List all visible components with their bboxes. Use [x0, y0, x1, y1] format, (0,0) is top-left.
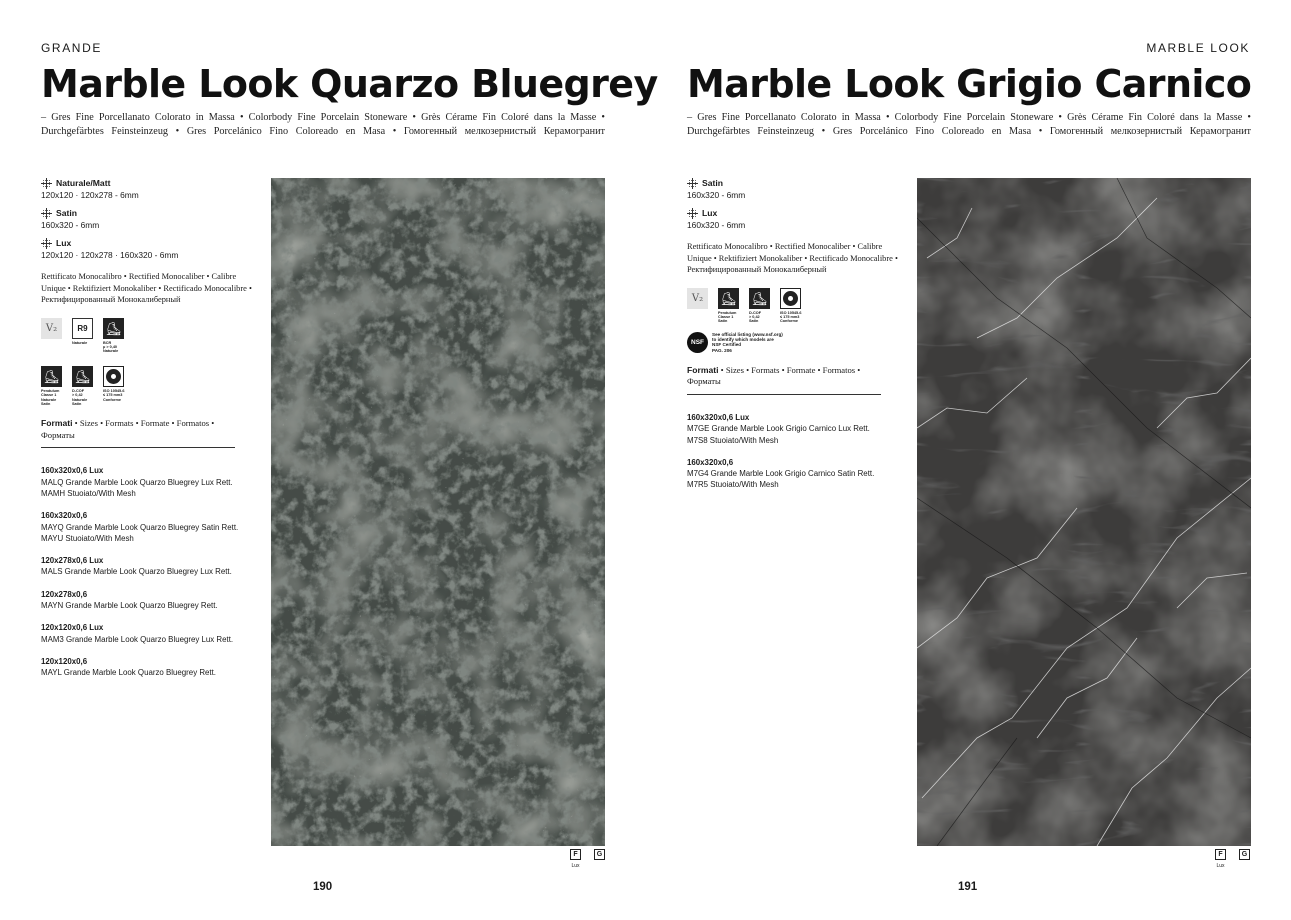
- product-size: 160x320x0,6 Lux: [687, 412, 750, 422]
- formati-translations: • Sizes • Formats • Formate • Formatos • Форматы: [41, 418, 215, 440]
- rectified-note: Rettificato Monocalibro • Rectified Monocaliber • Calibre Unique • Rektifiziert Monokaliber • Rectificado Monocalibre • Ректифицированный Монокалиберный: [41, 272, 252, 304]
- product-size: 120x278x0,6 Lux: [41, 556, 104, 566]
- finish-name: Lux: [56, 238, 72, 248]
- nsf-certification: [687, 332, 907, 353]
- badge-caption: Naturale: [72, 340, 88, 345]
- badge-caption: D-COF > 0,42 Satin: [749, 310, 762, 324]
- legend-item: [594, 849, 605, 869]
- product-entry: [41, 555, 261, 578]
- finish-item: [687, 178, 907, 201]
- product-code: MALQ Grande Marble Look Quarzo Bluegrey Lux Rett.: [41, 477, 233, 487]
- spec-column: [41, 178, 261, 690]
- divider: [41, 447, 235, 448]
- iso-icon: [780, 288, 801, 309]
- product-entry: [41, 465, 261, 499]
- finish-sizes: 160x320 - 6mm: [687, 220, 746, 230]
- subtitle: – Gres Fine Porcellanato Colorato in Massa • Colorbody Fine Porcelain Stoneware • Grès Cérame Fin Coloré dans la Masse • Durchgefärbtes Feinsteinzeug • Gres Porcelánico Fino Coloreado en Masa • Гомогенный мелкозернистый Керамогранит: [687, 112, 1251, 137]
- formati-label: Formati: [687, 364, 719, 375]
- finish-sizes: 160x320 - 6mm: [687, 190, 746, 200]
- finish-name: Satin: [56, 208, 78, 218]
- rectified-cut-icon: [41, 238, 52, 249]
- grigio-carnico-texture: [917, 178, 1251, 846]
- product-entry: [687, 457, 907, 491]
- finish-item: [41, 178, 261, 201]
- legend-letter: G: [1239, 849, 1250, 860]
- product-code: M7G4 Grande Marble Look Grigio Carnico Satin Rett.: [687, 469, 875, 479]
- finish-legend: [570, 849, 605, 869]
- finish-name: Lux: [702, 208, 718, 218]
- finish-item: [687, 208, 907, 231]
- legend-letter: G: [594, 849, 605, 860]
- rectified-cut-icon: [687, 178, 698, 189]
- rectified-cut-icon: [41, 208, 52, 219]
- r9-icon: R9: [72, 318, 93, 339]
- marble-slab-image: [271, 178, 605, 846]
- finish-name: Satin: [702, 178, 724, 188]
- spec-column: [687, 178, 907, 502]
- running-head: GRANDE: [41, 41, 102, 55]
- product-entry: [41, 589, 261, 612]
- quarzo-bluegrey-texture: [271, 178, 605, 846]
- legend-item: [1215, 849, 1226, 869]
- finish-sizes: 120x120 · 120x278 · 160x320 - 6mm: [41, 250, 179, 260]
- legend-letter: F: [570, 849, 581, 860]
- badge: [103, 318, 125, 354]
- finish-item: [41, 208, 261, 231]
- badge: [72, 318, 94, 354]
- pendulum-shoe-icon: ⛸: [718, 288, 739, 309]
- page-title: Marble Look Quarzo Bluegrey: [41, 62, 658, 106]
- rectified-note: Rettificato Monocalibro • Rectified Monocaliber • Calibre Unique • Rektifiziert Monokaliber • Rectificado Monocalibre • Ректифицированный Монокалиберный: [687, 242, 898, 274]
- product-size: 120x120x0,6 Lux: [41, 623, 104, 633]
- divider: [687, 394, 881, 395]
- badges-row: [41, 318, 261, 354]
- nsf-logo-icon: NSF: [687, 332, 708, 353]
- badge: [687, 288, 709, 324]
- formati-label: Formati: [41, 418, 73, 429]
- product-code: MALS Grande Marble Look Quarzo Bluegrey Lux Rett.: [41, 567, 232, 577]
- finish-item: [41, 238, 261, 261]
- product-code: MAYU Stuoiato/With Mesh: [41, 533, 134, 543]
- right-page: [646, 0, 1291, 920]
- finish-sizes: 120x120 · 120x278 - 6mm: [41, 190, 139, 200]
- product-code: M7GE Grande Marble Look Grigio Carnico Lux Rett.: [687, 424, 870, 434]
- badge: [72, 366, 94, 407]
- formati-heading: [41, 418, 241, 441]
- dcof-shoe-icon: ⛸: [72, 366, 93, 387]
- finish-name: Naturale/Matt: [56, 178, 111, 188]
- rectified-cut-icon: [687, 208, 698, 219]
- legend-caption: Lux: [1216, 863, 1225, 869]
- running-head: MARBLE LOOK: [1146, 41, 1250, 55]
- product-size: 120x278x0,6: [41, 589, 88, 599]
- product-size: 160x320x0,6: [687, 457, 734, 467]
- badge: [718, 288, 740, 324]
- badge: [41, 366, 63, 407]
- product-size: 160x320x0,6 Lux: [41, 466, 104, 476]
- badge: [103, 366, 125, 407]
- product-entry: [41, 510, 261, 544]
- page-number: 191: [958, 881, 978, 893]
- product-code: M7S8 Stuoiato/With Mesh: [687, 435, 779, 445]
- product-entry: [687, 412, 907, 446]
- badge-caption: BCR μ > 0,40 Naturale: [103, 340, 119, 354]
- product-size: 120x120x0,6: [41, 656, 88, 666]
- badge-caption: ISO 10545-6 ≤ 175 mm3 Conforme: [103, 388, 125, 402]
- badge-caption: Pendulum Classe 1 Naturale Satin: [41, 388, 60, 406]
- legend-item: [1239, 849, 1250, 869]
- subtitle: – Gres Fine Porcellanato Colorato in Massa • Colorbody Fine Porcelain Stoneware • Grès Cérame Fin Coloré dans la Masse • Durchgefärbtes Feinsteinzeug • Gres Porcelánico Fino Coloreado en Masa • Гомогенный мелкозернистый Керамогранит: [41, 112, 605, 137]
- marble-slab-image: [917, 178, 1251, 846]
- bcr-shoe-icon: ⛸: [103, 318, 124, 339]
- v2-icon: V₂: [41, 318, 62, 339]
- product-entry: [41, 656, 261, 679]
- v2-icon: V₂: [687, 288, 708, 309]
- product-code: MAMH Stuoiato/With Mesh: [41, 488, 136, 498]
- product-code: MAYQ Grande Marble Look Quarzo Bluegrey Satin Rett.: [41, 522, 239, 532]
- legend-item: [570, 849, 581, 869]
- badge-caption: Pendulum Classe 1 Satin: [718, 310, 737, 324]
- nsf-note: See official listing (www.nsf.org) to identify which models are NSF Certified PAG. 206: [712, 331, 783, 353]
- badge: [780, 288, 802, 324]
- product-size: 160x320x0,6: [41, 511, 88, 521]
- pendulum-shoe-icon: ⛸: [41, 366, 62, 387]
- product-code: MAYN Grande Marble Look Quarzo Bluegrey Rett.: [41, 601, 218, 611]
- dcof-shoe-icon: ⛸: [749, 288, 770, 309]
- badge-caption: D-COF > 0,42 Naturale Satin: [72, 388, 88, 406]
- product-code: MAM3 Grande Marble Look Quarzo Bluegrey Lux Rett.: [41, 634, 234, 644]
- product-code: MAYL Grande Marble Look Quarzo Bluegrey Rett.: [41, 668, 216, 678]
- badge: [749, 288, 771, 324]
- badges-row: [687, 288, 907, 324]
- legend-caption: Lux: [571, 863, 580, 869]
- badges-row: [41, 366, 261, 407]
- finish-legend: [1215, 849, 1250, 869]
- legend-letter: F: [1215, 849, 1226, 860]
- iso-icon: [103, 366, 124, 387]
- badge: [41, 318, 63, 354]
- product-entry: [41, 622, 261, 645]
- page-number: 190: [313, 881, 333, 893]
- product-code: M7R5 Stuoiato/With Mesh: [687, 480, 779, 490]
- page-title: Marble Look Grigio Carnico: [687, 62, 1252, 106]
- formati-translations: • Sizes • Formats • Formate • Formatos • Форматы: [687, 364, 861, 387]
- finish-sizes: 160x320 - 6mm: [41, 220, 100, 230]
- rectified-cut-icon: [41, 178, 52, 189]
- formati-heading: [687, 365, 887, 388]
- badge-caption: ISO 10545-6 ≤ 175 mm3 Conforme: [780, 310, 802, 324]
